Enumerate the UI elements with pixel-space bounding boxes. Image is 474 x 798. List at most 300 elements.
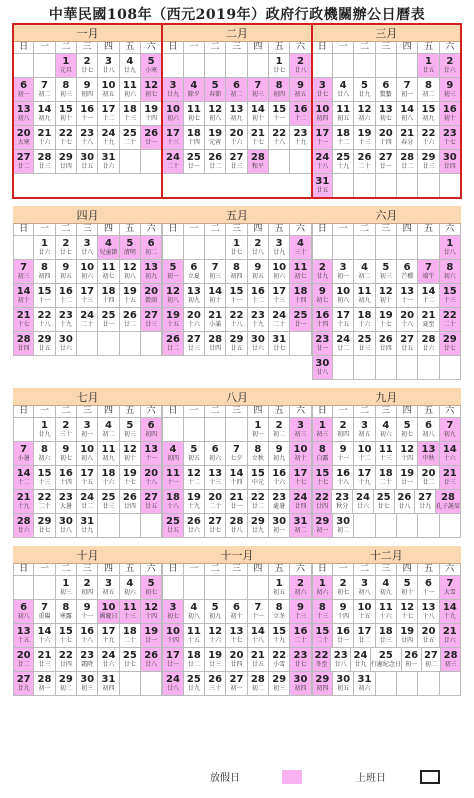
lunar-label: 十五 [81, 479, 94, 486]
week-row [312, 236, 461, 260]
day-cell [354, 54, 375, 78]
weekday-label: 五 [120, 224, 141, 236]
day-cell [205, 600, 226, 624]
lunar-label: 十六 [422, 139, 435, 146]
day-number: 17 [101, 626, 116, 637]
month-header [162, 546, 311, 564]
day-number: 18 [378, 468, 393, 479]
week-row [312, 174, 461, 198]
month-name: 七月 [76, 390, 99, 404]
day-number: 24 [80, 310, 95, 321]
week-row [312, 624, 461, 648]
week-row [312, 126, 461, 150]
lunar-label: 廿八 [81, 249, 94, 256]
weekday-label: 六 [290, 564, 311, 576]
day-cell-holiday [141, 260, 162, 284]
month-block [312, 388, 461, 538]
day-number: 5 [126, 238, 134, 249]
lunar-label: 十七 [251, 139, 264, 146]
lunar-label: 十六 [102, 479, 115, 486]
day-number: 27 [144, 492, 159, 503]
day-cell [77, 624, 98, 648]
day-cell [376, 514, 397, 538]
day-number: 26 [166, 334, 180, 345]
lunar-label: 初三 [123, 431, 136, 438]
lunar-label: 大雪 [443, 589, 456, 596]
day-cell [376, 332, 397, 356]
day-cell [418, 102, 439, 126]
day-number: 7 [41, 602, 48, 613]
day-number: 20 [186, 310, 201, 321]
week-row [13, 260, 162, 284]
day-cell-holiday [13, 332, 34, 356]
day-number: 23 [58, 492, 73, 503]
day-cell [269, 442, 290, 466]
lunar-label: 十三 [316, 613, 329, 620]
lunar-label: 初五 [273, 589, 286, 596]
day-cell [376, 260, 397, 284]
day-number: 10 [357, 444, 372, 455]
weekday-label: 一 [333, 406, 354, 418]
month-block [312, 546, 461, 696]
weekday-label: 一 [34, 564, 55, 576]
day-number: 18 [293, 286, 308, 297]
weekday-label: 一 [184, 564, 205, 576]
day-number: 6 [190, 262, 198, 273]
lunar-label: 十四 [102, 297, 115, 304]
weekday-header [13, 406, 162, 418]
weekday-header [162, 564, 311, 576]
week-row [312, 672, 461, 696]
lunar-label: 小雪 [273, 661, 286, 668]
day-number: 2 [446, 56, 454, 67]
day-number: 2 [275, 420, 283, 431]
weekday-label: 四 [248, 42, 269, 54]
day-cell [120, 514, 141, 538]
day-number: 8 [318, 444, 326, 455]
day-cell [353, 490, 374, 514]
day-cell-holiday [290, 490, 311, 514]
lunar-label: 廿五 [401, 345, 414, 352]
day-number: 22 [272, 128, 287, 139]
day-number: 10 [315, 104, 330, 115]
day-number: 23 [442, 128, 457, 139]
day-number: 13 [229, 104, 244, 115]
day-cell [395, 490, 416, 514]
day-number: 5 [147, 578, 155, 589]
day-cell [120, 284, 141, 308]
day-cell [226, 490, 247, 514]
day-number: 25 [376, 492, 391, 503]
day-cell [184, 236, 205, 260]
day-cell [120, 490, 141, 514]
day-cell-holiday [205, 78, 226, 102]
lunar-label: 初八 [358, 589, 371, 596]
day-cell [376, 442, 397, 466]
lunar-label: 初二 [38, 91, 51, 98]
month-block [162, 388, 311, 538]
day-cell-holiday [312, 600, 333, 624]
lunar-label: 十二 [251, 297, 264, 304]
week-row [13, 576, 162, 600]
day-number: 31 [101, 674, 116, 685]
day-cell [98, 332, 119, 356]
day-number: 29 [58, 674, 73, 685]
day-number: 7 [403, 80, 411, 91]
day-number: 3 [297, 420, 304, 431]
day-number: 5 [360, 80, 368, 91]
day-number: 11 [186, 104, 201, 115]
lunar-label: 十三 [166, 139, 179, 146]
month-name: 八月 [225, 390, 248, 404]
day-number: 2 [297, 578, 304, 589]
lunar-label: 二十 [358, 163, 371, 170]
day-number: 22 [272, 650, 287, 661]
day-cell [77, 54, 98, 78]
day-cell-holiday [440, 600, 461, 624]
day-number: 30 [336, 674, 351, 685]
day-cell [376, 624, 397, 648]
day-cell-holiday [312, 102, 333, 126]
lunar-label: 初六 [81, 273, 94, 280]
day-number: 18 [186, 128, 201, 139]
lunar-label: 初七 [337, 589, 350, 596]
legend-holiday-label: 放假日 [210, 773, 240, 784]
lunar-label: 廿一 [102, 321, 115, 328]
weekday-label: 六 [440, 406, 461, 418]
month-header [162, 388, 311, 406]
week-row [162, 260, 311, 284]
day-number: 10 [101, 602, 116, 613]
day-number: 21 [250, 128, 265, 139]
day-number: 4 [360, 262, 368, 273]
week-row [13, 442, 162, 466]
day-cell [77, 672, 98, 696]
lunar-label: 初六 [294, 589, 307, 596]
weekday-label: 四 [397, 406, 418, 418]
lunar-label: 廿六 [422, 345, 435, 352]
day-cell [269, 466, 290, 490]
day-cell-holiday [440, 78, 461, 102]
day-cell-holiday [13, 466, 34, 490]
day-cell [77, 126, 98, 150]
day-cell [120, 648, 141, 672]
weekday-label: 二 [56, 224, 77, 236]
day-number: 3 [275, 238, 283, 249]
day-cell [422, 648, 442, 672]
lunar-label: 十四 [337, 613, 350, 620]
day-cell-holiday [120, 236, 141, 260]
weekday-label: 日 [162, 406, 183, 418]
day-cell [56, 672, 77, 696]
day-number: 4 [339, 80, 347, 91]
lunar-label: 十八 [230, 321, 243, 328]
day-cell [312, 236, 333, 260]
day-cell [77, 648, 98, 672]
lunar-label: 初五 [294, 91, 307, 98]
day-number: 21 [229, 492, 244, 503]
day-cell [56, 514, 77, 538]
day-cell [354, 284, 375, 308]
weekday-label: 四 [98, 42, 119, 54]
lunar-label: 初三 [251, 91, 264, 98]
day-cell [376, 126, 397, 150]
day-cell [418, 418, 439, 442]
lunar-label: 廿九 [419, 503, 432, 510]
lunar-label: 立秋 [251, 455, 264, 462]
day-number: 17 [80, 468, 95, 479]
lunar-label: 廿三 [145, 321, 158, 328]
day-cell [397, 514, 418, 538]
day-cell [13, 54, 34, 78]
lunar-label: 廿一 [337, 637, 350, 644]
week-row [13, 514, 162, 538]
lunar-label: 初九 [102, 455, 115, 462]
day-cell [34, 260, 55, 284]
day-cell [376, 672, 397, 696]
lunar-label: 十六 [38, 637, 51, 644]
day-number: 27 [418, 492, 433, 503]
day-number: 13 [186, 286, 201, 297]
day-cell-holiday [162, 600, 183, 624]
day-cell [226, 418, 247, 442]
lunar-label: 初六 [166, 115, 179, 122]
lunar-label: 初四 [102, 685, 115, 692]
day-cell [333, 514, 354, 538]
lunar-label: 十一 [316, 139, 329, 146]
day-number: 31 [315, 176, 330, 187]
day-cell [120, 308, 141, 332]
week-row [162, 418, 311, 442]
week-row [13, 308, 162, 332]
day-cell [376, 308, 397, 332]
day-cell [205, 236, 226, 260]
quarter-gap [13, 198, 461, 206]
day-cell [354, 236, 375, 260]
day-number: 17 [293, 468, 308, 479]
day-number: 22 [315, 492, 329, 503]
day-cell [184, 514, 205, 538]
lunar-label: 初七 [59, 455, 72, 462]
day-number: 12 [166, 286, 180, 297]
day-cell-holiday [440, 150, 461, 174]
day-cell [333, 332, 354, 356]
day-cell [205, 260, 226, 284]
lunar-label: 廿四 [294, 503, 307, 510]
day-cell [331, 648, 351, 672]
week-row [162, 236, 311, 260]
lunar-label: 廿八 [145, 661, 158, 668]
day-number: 7 [233, 444, 240, 455]
day-cell [354, 624, 375, 648]
day-number: 28 [250, 674, 265, 685]
day-cell-holiday [98, 236, 119, 260]
day-number: 21 [208, 310, 223, 321]
day-cell [397, 418, 418, 442]
day-number: 8 [275, 80, 283, 91]
day-cell [333, 418, 354, 442]
day-number: 3 [169, 602, 177, 613]
lunar-label: 十一 [81, 613, 94, 620]
day-cell [312, 54, 333, 78]
day-number: 21 [442, 468, 457, 479]
day-cell [98, 490, 119, 514]
day-number: 28 [441, 492, 455, 503]
day-cell-holiday [290, 284, 311, 308]
day-number: 2 [297, 56, 304, 67]
day-cell-holiday [312, 576, 333, 600]
day-number: 15 [442, 286, 457, 297]
weekday-label: 六 [141, 406, 162, 418]
lunar-label: 初三 [273, 685, 286, 692]
day-number: 28 [443, 650, 458, 661]
day-cell-holiday [312, 284, 333, 308]
weekday-label: 六 [440, 42, 461, 54]
day-number: 3 [105, 578, 112, 589]
day-cell [162, 418, 183, 442]
day-cell [77, 78, 98, 102]
day-cell-holiday [248, 150, 269, 174]
day-cell [226, 466, 247, 490]
day-number: 11 [166, 468, 180, 479]
lunar-label: 廿二 [166, 345, 179, 352]
day-cell-holiday [312, 466, 333, 490]
day-cell [248, 284, 269, 308]
day-cell [120, 442, 141, 466]
lunar-label: 廿五 [230, 345, 243, 352]
day-cell [333, 600, 354, 624]
day-number: 3 [83, 420, 91, 431]
day-number: 22 [229, 310, 244, 321]
day-cell-holiday [312, 490, 333, 514]
week-row [312, 308, 461, 332]
day-number: 21 [16, 492, 31, 503]
lunar-label: 廿一 [230, 503, 243, 510]
day-number: 7 [20, 444, 28, 455]
day-cell [205, 284, 226, 308]
day-number: 21 [16, 310, 31, 321]
day-cell [269, 600, 290, 624]
day-cell [184, 648, 205, 672]
day-number: 30 [442, 152, 457, 163]
day-number: 8 [62, 602, 70, 613]
day-number: 2 [83, 578, 91, 589]
day-number: 1 [275, 56, 283, 67]
lunar-label: 初二 [273, 431, 286, 438]
weekday-label: 日 [13, 224, 34, 236]
day-cell [376, 78, 397, 102]
day-cell-holiday [312, 174, 333, 198]
week-row [312, 284, 461, 308]
day-cell [418, 308, 439, 332]
day-number: 23 [333, 650, 348, 661]
lunar-label: 廿六 [59, 345, 72, 352]
week-row [13, 600, 162, 624]
lunar-label: 初四 [294, 685, 307, 692]
lunar-label: 端午 [422, 273, 435, 280]
day-cell [77, 490, 98, 514]
day-cell [397, 442, 418, 466]
lunar-label: 廿三 [358, 345, 371, 352]
day-number: 29 [315, 516, 330, 527]
day-cell [34, 648, 55, 672]
day-number: 26 [144, 650, 159, 661]
lunar-label: 廿四 [17, 345, 30, 352]
day-number: 2 [339, 578, 347, 589]
day-number: 15 [58, 626, 73, 637]
lunar-label: 初五 [337, 115, 350, 122]
day-number: 9 [62, 444, 70, 455]
month-block [162, 206, 311, 380]
weekday-label: 四 [98, 564, 119, 576]
day-cell-holiday [13, 284, 34, 308]
day-cell [120, 332, 141, 356]
lunar-label: 廿九 [166, 91, 179, 98]
weekday-label: 二 [354, 42, 375, 54]
lunar-label: 重陽 [38, 613, 51, 620]
day-number: 15 [37, 468, 52, 479]
day-cell [13, 576, 34, 600]
day-cell-holiday [98, 600, 119, 624]
day-cell [205, 442, 226, 466]
day-cell [333, 284, 354, 308]
lunar-label: 十九 [358, 479, 371, 486]
lunar-label: 國慶日 [99, 613, 118, 620]
day-cell [77, 442, 98, 466]
day-cell [402, 648, 422, 672]
day-cell [98, 624, 119, 648]
week-row [162, 102, 311, 126]
day-number: 11 [186, 626, 201, 637]
day-number: 23 [315, 334, 330, 345]
month-name: 二月 [225, 26, 248, 40]
calendar-title: 中華民國108年（西元2019年）政府行政機關辦公日曆表 [48, 7, 426, 23]
day-cell-holiday [440, 126, 461, 150]
lunar-label: 十九 [273, 637, 286, 644]
lunar-label: 十一 [81, 115, 94, 122]
day-cell [226, 102, 247, 126]
day-number: 20 [400, 310, 415, 321]
lunar-label: 初二 [358, 273, 371, 280]
day-number: 7 [254, 80, 262, 91]
day-cell [98, 150, 119, 174]
lunar-label: 廿九 [316, 273, 329, 280]
lunar-label: 初一 [230, 685, 243, 692]
month-block [13, 206, 162, 380]
day-number: 29 [37, 334, 52, 345]
lunar-label: 初七 [401, 431, 414, 438]
weekday-label: 五 [418, 564, 439, 576]
lunar-label: 十二 [59, 297, 72, 304]
day-cell [418, 174, 439, 198]
day-number: 28 [400, 152, 415, 163]
lunar-label: 廿六 [443, 67, 456, 74]
lunar-label: 十九 [294, 139, 307, 146]
day-number: 23 [293, 650, 308, 661]
weekday-label: 三 [376, 564, 397, 576]
day-cell [376, 150, 397, 174]
day-number: 9 [446, 80, 454, 91]
day-number: 27 [208, 516, 223, 527]
weekday-label: 六 [290, 224, 311, 236]
lunar-label: 初六 [443, 273, 456, 280]
weekday-label: 五 [269, 42, 290, 54]
lunar-label: 廿三 [422, 163, 435, 170]
month-name: 十一月 [220, 548, 254, 562]
week-row [162, 284, 311, 308]
week-row [162, 78, 311, 102]
day-cell [333, 576, 354, 600]
